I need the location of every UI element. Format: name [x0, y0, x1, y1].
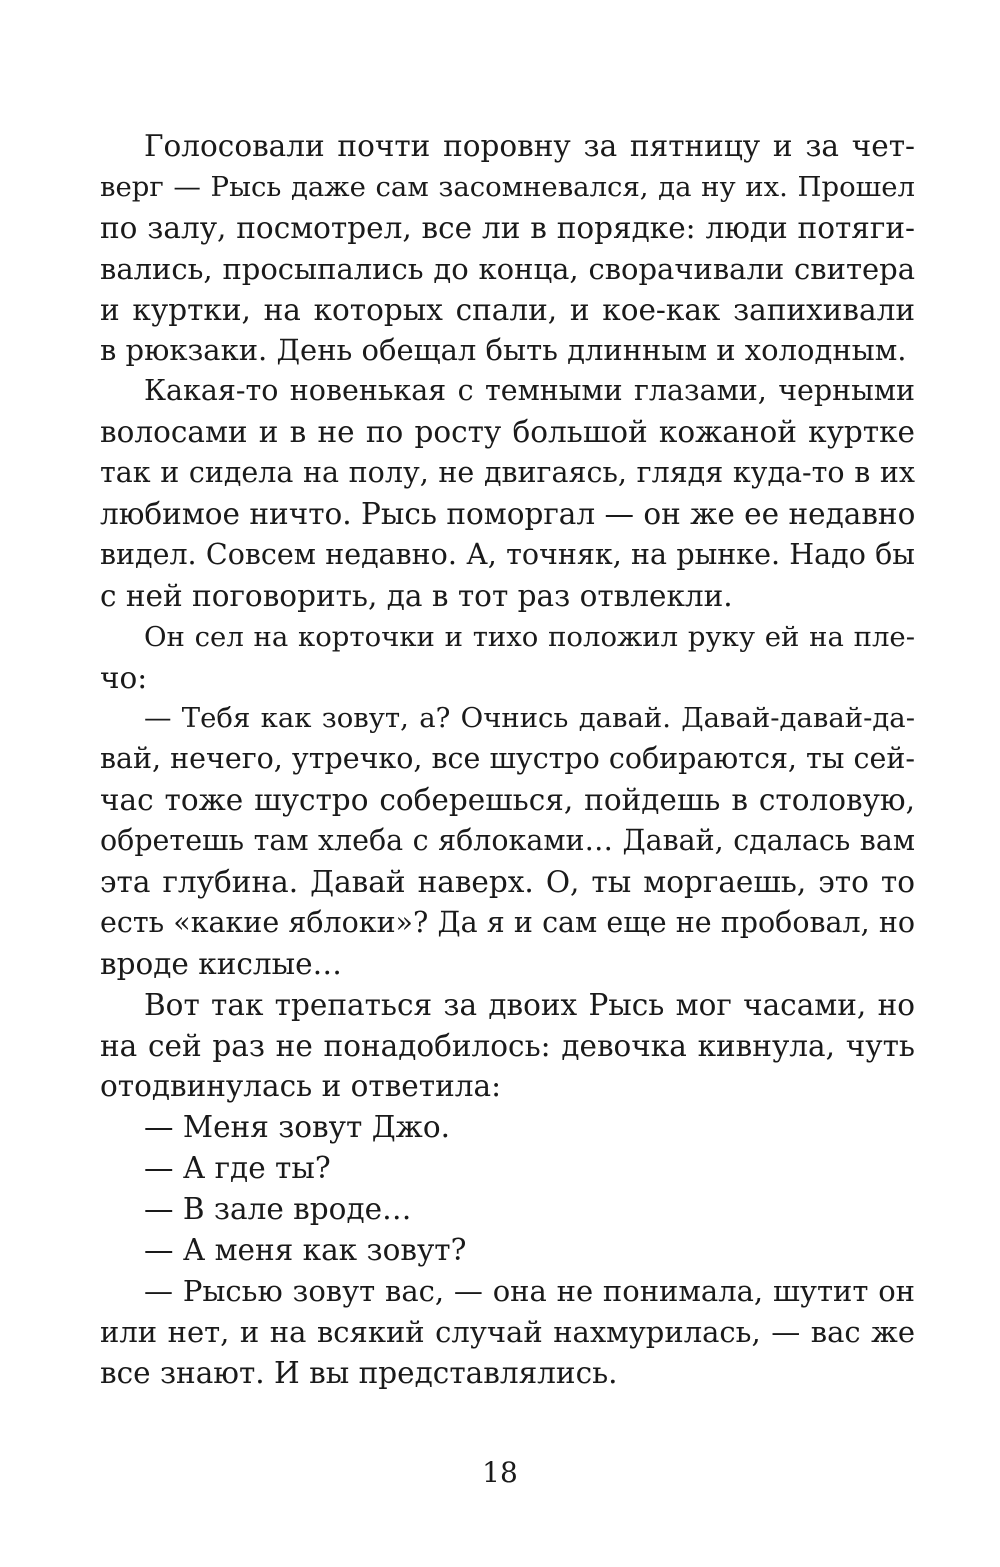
text-line: вроде кислые…: [100, 946, 343, 981]
text-line: есть «какие яблоки»? Да я и сам еще не пробовал, но: [100, 905, 915, 939]
text-line: обретешь там хлеба с яблоками… Давай, сдалась вам: [100, 824, 915, 858]
text-line: по залу, посмотрел, все ли в порядке: люди потяги-: [100, 210, 915, 245]
text-line: Вот так трепаться за двоих Рысь мог часами, но: [144, 987, 915, 1022]
text-line: отодвинулась и ответила:: [100, 1069, 502, 1104]
text-line: Какая-то новенькая с темными глазами, черными: [144, 374, 915, 408]
text-line: с ней поговорить, да в тот раз отвлекли.: [100, 578, 733, 613]
page-number: 18: [482, 1456, 518, 1489]
text-line: — А где ты?: [144, 1151, 331, 1186]
text-line: в рюкзаки. День обещал быть длинным и холодным.: [100, 333, 907, 368]
text-line: — Тебя как зовут, а? Очнись давай. Давай-давай-да-: [144, 702, 915, 735]
text-line: вай, нечего, утречко, все шустро собираются, ты сей-: [100, 742, 915, 776]
text-line: — В зале вроде…: [144, 1192, 412, 1227]
text-line: так и сидела на полу, не двигаясь, глядя куда-то в их: [100, 456, 915, 490]
text-line: — Меня зовут Джо.: [144, 1110, 450, 1145]
text-line: верг — Рысь даже сам засомневался, да ну их. Прошел: [100, 170, 915, 203]
text-line: час тоже шустро соберешься, пойдешь в столовую,: [100, 783, 915, 818]
text-line: и куртки, на которых спали, и кое-как запихивали: [100, 292, 915, 327]
text-line: чо:: [100, 660, 148, 695]
text-line: Он сел на корточки и тихо положил руку ей на пле-: [144, 620, 915, 653]
text-line: Голосовали почти поровну за пятницу и за чет-: [144, 129, 915, 163]
text-line: эта глубина. Давай наверх. О, ты моргаешь, это то: [100, 865, 915, 900]
text-line: любимое ничто. Рысь поморгал — он же ее недавно: [100, 497, 915, 532]
text-line: или нет, и на всякий случай нахмурилась, — вас же: [100, 1314, 915, 1349]
page-body: [100, 126, 915, 1394]
text-line: — А меня как зовут?: [144, 1233, 467, 1268]
text-line: вались, просыпались до конца, сворачивали свитера: [100, 251, 915, 286]
text-line: на сей раз не понадобилось: девочка кивнула, чуть: [100, 1028, 915, 1063]
text-line: видел. Совсем недавно. А, точняк, на рынке. Надо бы: [100, 537, 915, 571]
text-line: — Рысью зовут вас, — она не понимала, шутит он: [144, 1273, 915, 1308]
text-line: все знают. И вы представлялись.: [100, 1355, 618, 1390]
text-line: волосами и в не по росту большой кожаной куртке: [100, 415, 915, 450]
